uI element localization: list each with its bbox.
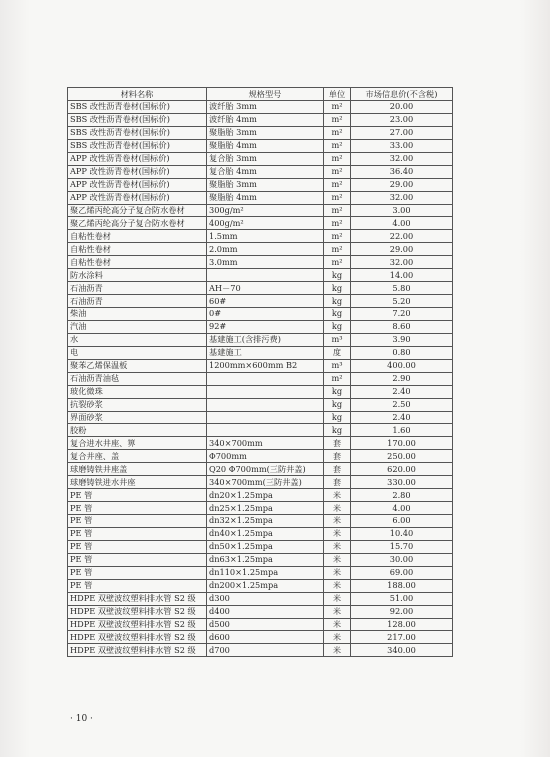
cell-material-name: SBS 改性沥青卷材(国标价) <box>68 139 207 152</box>
table-row <box>68 139 453 152</box>
cell-material-name: 界面砂浆 <box>68 411 207 424</box>
cell-material-name: HDPE 双壁波纹塑料排水管 S2 级 <box>68 618 207 631</box>
table-row <box>68 204 453 217</box>
cell-unit: 套 <box>324 463 351 476</box>
table-row <box>68 230 453 243</box>
cell-material-name: 聚乙烯丙纶高分子复合防水卷材 <box>68 204 207 217</box>
cell-spec: dn20×1.25mpa <box>207 489 324 502</box>
cell-material-name: 复合进水井座、箅 <box>68 437 207 450</box>
cell-price: 23.00 <box>351 113 453 126</box>
cell-spec: 400g/m² <box>207 217 324 230</box>
cell-material-name: 自粘性卷材 <box>68 243 207 256</box>
cell-material-name: 石油沥青 <box>68 295 207 308</box>
cell-spec <box>207 385 324 398</box>
cell-spec: 92# <box>207 320 324 333</box>
cell-material-name: HDPE 双壁波纹塑料排水管 S2 级 <box>68 631 207 644</box>
cell-unit: m² <box>324 243 351 256</box>
table-row <box>68 411 453 424</box>
table-row <box>68 191 453 204</box>
cell-spec: 复合胎 3mm <box>207 152 324 165</box>
cell-price: 188.00 <box>351 579 453 592</box>
cell-spec <box>207 411 324 424</box>
cell-material-name: 聚乙烯丙纶高分子复合防水卷材 <box>68 217 207 230</box>
cell-unit: 米 <box>324 644 351 657</box>
table-row <box>68 359 453 372</box>
cell-material-name: PE 管 <box>68 553 207 566</box>
cell-unit: m² <box>324 165 351 178</box>
cell-price: 92.00 <box>351 605 453 618</box>
table-row <box>68 243 453 256</box>
cell-material-name: 石油沥青油毡 <box>68 372 207 385</box>
table-row <box>68 540 453 553</box>
cell-material-name: PE 管 <box>68 579 207 592</box>
cell-unit: m³ <box>324 333 351 346</box>
table-row <box>68 217 453 230</box>
table-row <box>68 152 453 165</box>
cell-spec: 聚脂胎 4mm <box>207 139 324 152</box>
cell-price: 14.00 <box>351 269 453 282</box>
cell-spec: 340×700mm <box>207 437 324 450</box>
cell-unit: 米 <box>324 489 351 502</box>
cell-spec: 300g/m² <box>207 204 324 217</box>
table-row <box>68 489 453 502</box>
cell-unit: kg <box>324 295 351 308</box>
cell-price: 32.00 <box>351 152 453 165</box>
cell-unit: 度 <box>324 346 351 359</box>
cell-spec: 3.0mm <box>207 256 324 269</box>
table-row <box>68 553 453 566</box>
cell-spec: Q20 Φ700mm(三防井盖) <box>207 463 324 476</box>
cell-unit: m² <box>324 256 351 269</box>
table-row <box>68 515 453 528</box>
cell-unit: m² <box>324 191 351 204</box>
cell-price: 250.00 <box>351 450 453 463</box>
cell-unit: 米 <box>324 631 351 644</box>
cell-price: 27.00 <box>351 126 453 139</box>
cell-price: 128.00 <box>351 618 453 631</box>
cell-price: 2.40 <box>351 411 453 424</box>
cell-material-name: 抗裂砂浆 <box>68 398 207 411</box>
cell-price: 32.00 <box>351 256 453 269</box>
table-row <box>68 308 453 321</box>
cell-spec: 聚脂胎 4mm <box>207 191 324 204</box>
table-row <box>68 644 453 657</box>
cell-unit: kg <box>324 308 351 321</box>
table-row <box>68 385 453 398</box>
cell-unit: kg <box>324 282 351 295</box>
cell-unit: kg <box>324 385 351 398</box>
price-table <box>67 87 453 657</box>
cell-price: 33.00 <box>351 139 453 152</box>
cell-unit: 套 <box>324 476 351 489</box>
table-row <box>68 437 453 450</box>
cell-spec <box>207 269 324 282</box>
cell-spec: d300 <box>207 592 324 605</box>
table-row <box>68 618 453 631</box>
cell-material-name: 汽油 <box>68 320 207 333</box>
cell-spec: d700 <box>207 644 324 657</box>
cell-material-name: 球磨铸铁井座盖 <box>68 463 207 476</box>
cell-price: 3.00 <box>351 204 453 217</box>
table-row <box>68 592 453 605</box>
cell-material-name: APP 改性沥青卷材(国标价) <box>68 165 207 178</box>
table-row <box>68 256 453 269</box>
header-price: 市场信息价(不含税) <box>351 88 453 101</box>
cell-spec: dn63×1.25mpa <box>207 553 324 566</box>
table-header-row <box>68 88 453 101</box>
cell-unit: m² <box>324 230 351 243</box>
cell-material-name: SBS 改性沥青卷材(国标价) <box>68 113 207 126</box>
cell-unit: m² <box>324 152 351 165</box>
cell-material-name: PE 管 <box>68 515 207 528</box>
cell-price: 170.00 <box>351 437 453 450</box>
cell-spec: 1200mm×600mm B2 <box>207 359 324 372</box>
cell-material-name: 玻化微珠 <box>68 385 207 398</box>
table-row <box>68 450 453 463</box>
cell-unit: 米 <box>324 566 351 579</box>
cell-material-name: 球磨铸铁进水井座 <box>68 476 207 489</box>
cell-price: 2.50 <box>351 398 453 411</box>
cell-price: 4.00 <box>351 502 453 515</box>
table-row <box>68 282 453 295</box>
table-row <box>68 372 453 385</box>
cell-unit: kg <box>324 424 351 437</box>
cell-unit: 米 <box>324 540 351 553</box>
cell-price: 340.00 <box>351 644 453 657</box>
table-row <box>68 113 453 126</box>
cell-unit: m² <box>324 101 351 114</box>
cell-material-name: HDPE 双壁波纹塑料排水管 S2 级 <box>68 592 207 605</box>
cell-spec: d600 <box>207 631 324 644</box>
cell-unit: 米 <box>324 553 351 566</box>
table-row <box>68 605 453 618</box>
cell-price: 22.00 <box>351 230 453 243</box>
cell-spec: 聚脂胎 3mm <box>207 178 324 191</box>
cell-price: 51.00 <box>351 592 453 605</box>
cell-spec: Φ700mm <box>207 450 324 463</box>
cell-spec: AH－70 <box>207 282 324 295</box>
cell-material-name: 胶粉 <box>68 424 207 437</box>
cell-spec <box>207 372 324 385</box>
cell-material-name: SBS 改性沥青卷材(国标价) <box>68 126 207 139</box>
header-unit: 单位 <box>324 88 351 101</box>
table-row <box>68 178 453 191</box>
cell-unit: 套 <box>324 450 351 463</box>
cell-material-name: PE 管 <box>68 489 207 502</box>
cell-material-name: 柴油 <box>68 308 207 321</box>
cell-price: 15.70 <box>351 540 453 553</box>
cell-unit: 米 <box>324 592 351 605</box>
cell-price: 7.20 <box>351 308 453 321</box>
cell-unit: 套 <box>324 437 351 450</box>
cell-unit: 米 <box>324 618 351 631</box>
cell-unit: m² <box>324 372 351 385</box>
cell-material-name: 聚苯乙烯保温板 <box>68 359 207 372</box>
cell-spec: d400 <box>207 605 324 618</box>
cell-price: 5.80 <box>351 282 453 295</box>
cell-spec: d500 <box>207 618 324 631</box>
table-row <box>68 269 453 282</box>
table-body <box>68 101 453 657</box>
cell-unit: 米 <box>324 605 351 618</box>
cell-price: 69.00 <box>351 566 453 579</box>
cell-material-name: 复合井座、盖 <box>68 450 207 463</box>
table-row <box>68 101 453 114</box>
table-row <box>68 579 453 592</box>
cell-unit: m² <box>324 113 351 126</box>
cell-spec <box>207 398 324 411</box>
cell-price: 5.20 <box>351 295 453 308</box>
cell-price: 29.00 <box>351 178 453 191</box>
cell-material-name: HDPE 双壁波纹塑料排水管 S2 级 <box>68 644 207 657</box>
cell-price: 4.00 <box>351 217 453 230</box>
cell-unit: 米 <box>324 527 351 540</box>
table-row <box>68 502 453 515</box>
table-row <box>68 346 453 359</box>
table-row <box>68 476 453 489</box>
cell-spec: dn110×1.25mpa <box>207 566 324 579</box>
cell-unit: 米 <box>324 515 351 528</box>
table-row <box>68 424 453 437</box>
header-material-name: 材料名称 <box>68 88 207 101</box>
cell-spec: 复合胎 4mm <box>207 165 324 178</box>
cell-spec: 340×700mm(三防井盖) <box>207 476 324 489</box>
header-spec: 规格型号 <box>207 88 324 101</box>
cell-material-name: SBS 改性沥青卷材(国标价) <box>68 101 207 114</box>
cell-material-name: 水 <box>68 333 207 346</box>
cell-unit: m³ <box>324 359 351 372</box>
cell-spec: 基建施工(含排污费) <box>207 333 324 346</box>
table-row <box>68 398 453 411</box>
cell-price: 400.00 <box>351 359 453 372</box>
cell-spec: dn50×1.25mpa <box>207 540 324 553</box>
cell-unit: m² <box>324 178 351 191</box>
cell-spec <box>207 424 324 437</box>
table-row <box>68 631 453 644</box>
cell-unit: m² <box>324 126 351 139</box>
cell-unit: kg <box>324 398 351 411</box>
table-row <box>68 566 453 579</box>
cell-spec: 2.0mm <box>207 243 324 256</box>
cell-unit: m² <box>324 217 351 230</box>
cell-material-name: APP 改性沥青卷材(国标价) <box>68 191 207 204</box>
cell-unit: kg <box>324 320 351 333</box>
cell-unit: m² <box>324 204 351 217</box>
table-row <box>68 295 453 308</box>
cell-price: 217.00 <box>351 631 453 644</box>
cell-spec: 60# <box>207 295 324 308</box>
cell-material-name: 电 <box>68 346 207 359</box>
cell-price: 3.90 <box>351 333 453 346</box>
cell-price: 2.90 <box>351 372 453 385</box>
cell-price: 0.80 <box>351 346 453 359</box>
cell-spec: 波纤胎 3mm <box>207 101 324 114</box>
table-row <box>68 126 453 139</box>
cell-material-name: 自粘性卷材 <box>68 230 207 243</box>
cell-price: 2.80 <box>351 489 453 502</box>
cell-price: 330.00 <box>351 476 453 489</box>
cell-price: 36.40 <box>351 165 453 178</box>
page-number: · 10 · <box>70 714 93 724</box>
cell-price: 29.00 <box>351 243 453 256</box>
cell-price: 30.00 <box>351 553 453 566</box>
cell-price: 2.40 <box>351 385 453 398</box>
cell-price: 6.00 <box>351 515 453 528</box>
cell-price: 32.00 <box>351 191 453 204</box>
cell-spec: dn32×1.25mpa <box>207 515 324 528</box>
table-row <box>68 463 453 476</box>
cell-price: 1.60 <box>351 424 453 437</box>
cell-material-name: PE 管 <box>68 566 207 579</box>
cell-material-name: 自粘性卷材 <box>68 256 207 269</box>
cell-spec: dn200×1.25mpa <box>207 579 324 592</box>
table-row <box>68 333 453 346</box>
cell-spec: 0# <box>207 308 324 321</box>
cell-material-name: PE 管 <box>68 527 207 540</box>
cell-material-name: 防水涂料 <box>68 269 207 282</box>
cell-unit: kg <box>324 411 351 424</box>
cell-material-name: APP 改性沥青卷材(国标价) <box>68 178 207 191</box>
cell-unit: m² <box>324 139 351 152</box>
cell-spec: 波纤胎 4mm <box>207 113 324 126</box>
cell-spec: 聚脂胎 3mm <box>207 126 324 139</box>
cell-price: 620.00 <box>351 463 453 476</box>
cell-unit: 米 <box>324 502 351 515</box>
cell-material-name: 石油沥青 <box>68 282 207 295</box>
cell-material-name: APP 改性沥青卷材(国标价) <box>68 152 207 165</box>
cell-spec: dn25×1.25mpa <box>207 502 324 515</box>
cell-spec: 1.5mm <box>207 230 324 243</box>
cell-price: 10.40 <box>351 527 453 540</box>
table-row <box>68 527 453 540</box>
cell-price: 8.60 <box>351 320 453 333</box>
table-row <box>68 320 453 333</box>
cell-material-name: PE 管 <box>68 540 207 553</box>
cell-unit: kg <box>324 269 351 282</box>
cell-spec: dn40×1.25mpa <box>207 527 324 540</box>
cell-material-name: HDPE 双壁波纹塑料排水管 S2 级 <box>68 605 207 618</box>
cell-unit: 米 <box>324 579 351 592</box>
cell-material-name: PE 管 <box>68 502 207 515</box>
cell-price: 20.00 <box>351 101 453 114</box>
table-row <box>68 165 453 178</box>
cell-spec: 基建施工 <box>207 346 324 359</box>
